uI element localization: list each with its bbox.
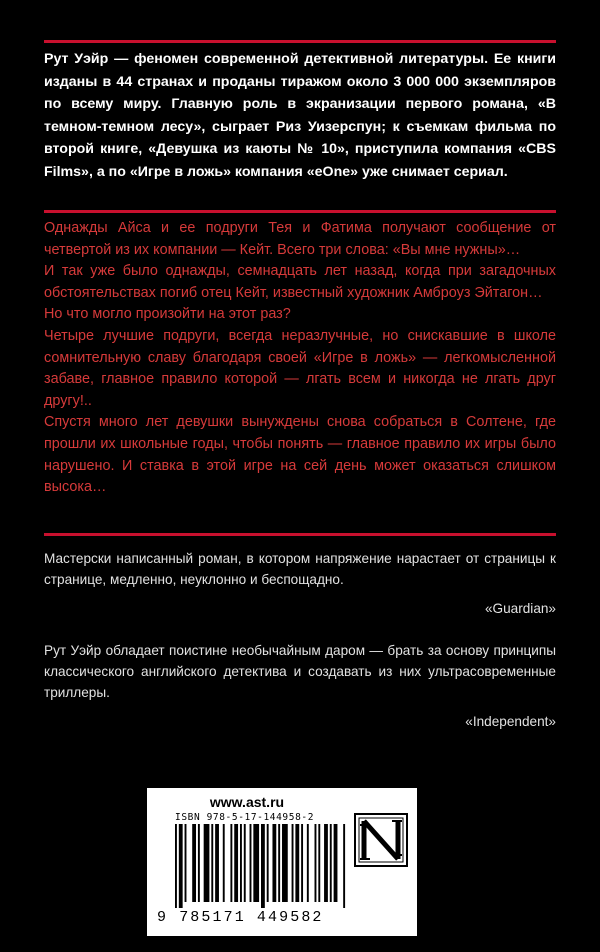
barcode-bars [175,824,347,908]
review-text: Рут Уэйр обладает поистине необычайным даром — брать за основу принципы классического английского детектива и создавать из них ультрасовременные триллеры. [44,643,556,700]
barcode-label [147,788,417,936]
plot-paragraph: Но что могло произойти на этот раз? [44,306,291,323]
plot-paragraph: Спустя много лет девушки вынуждены снова собраться в Солтене, где прошли их школьные годы, чтобы понять — главное правило их игры было нарушено. И ставка в этой игре на сей день может оказаться слишком высока… [44,414,556,496]
review-independent [44,640,556,732]
top-red-rule [44,40,556,43]
bottom-red-rule [44,533,556,536]
publisher-website: www.ast.ru [209,794,285,810]
review-source: «Guardian» [484,601,556,616]
plot-paragraph: И так уже было однажды, семнадцать лет назад, когда при загадочных обстоятельствах погиб отец Кейт, известный художник Амброуз Эйтагон… [44,263,556,301]
middle-red-rule [44,210,556,213]
barcode-digits: 9 785171 449582 [157,909,324,926]
isbn-text: ISBN 978-5-17-144958-2 [175,812,315,823]
review-text: Мастерски написанный роман, в котором напряжение нарастает от страницы к странице, медленно, неуклонно и беспощадно. [44,551,556,587]
plot-paragraph: Однажды Айса и ее подруги Тея и Фатима получают сообщение от четвертой из их компании — Кейт. Всего три слова: «Вы мне нужны»… [44,220,556,258]
plot-summary [44,218,556,499]
review-guardian [44,548,556,619]
review-source: «Independent» [465,714,556,729]
plot-paragraph: Четыре лучшие подруги, всегда неразлучные, но снискавшие в школе сомнительную славу благодаря своей «Игре в ложь» — легкомысленной забаве, главное правило которой — лгать всем и никогда не лгать друг другу!.. [44,327,556,409]
ast-n-monogram-icon [354,813,408,867]
author-blurb [44,48,556,184]
author-blurb-text: Рут Уэйр — феномен современной детективной литературы. Ее книги изданы в 44 странах и проданы тиражом около 3 000 000 экземпляров по всему миру. Главную роль в экранизации первого романа, «В темном-темном лесу», сыграет Риз Уизерспун; к съемкам фильма по второй книге, «Девушка из каюты № 10», приступила компания «CBS Films», а по «Игре в ложь» компания «eOne» уже снимает сериал. [44,51,556,180]
